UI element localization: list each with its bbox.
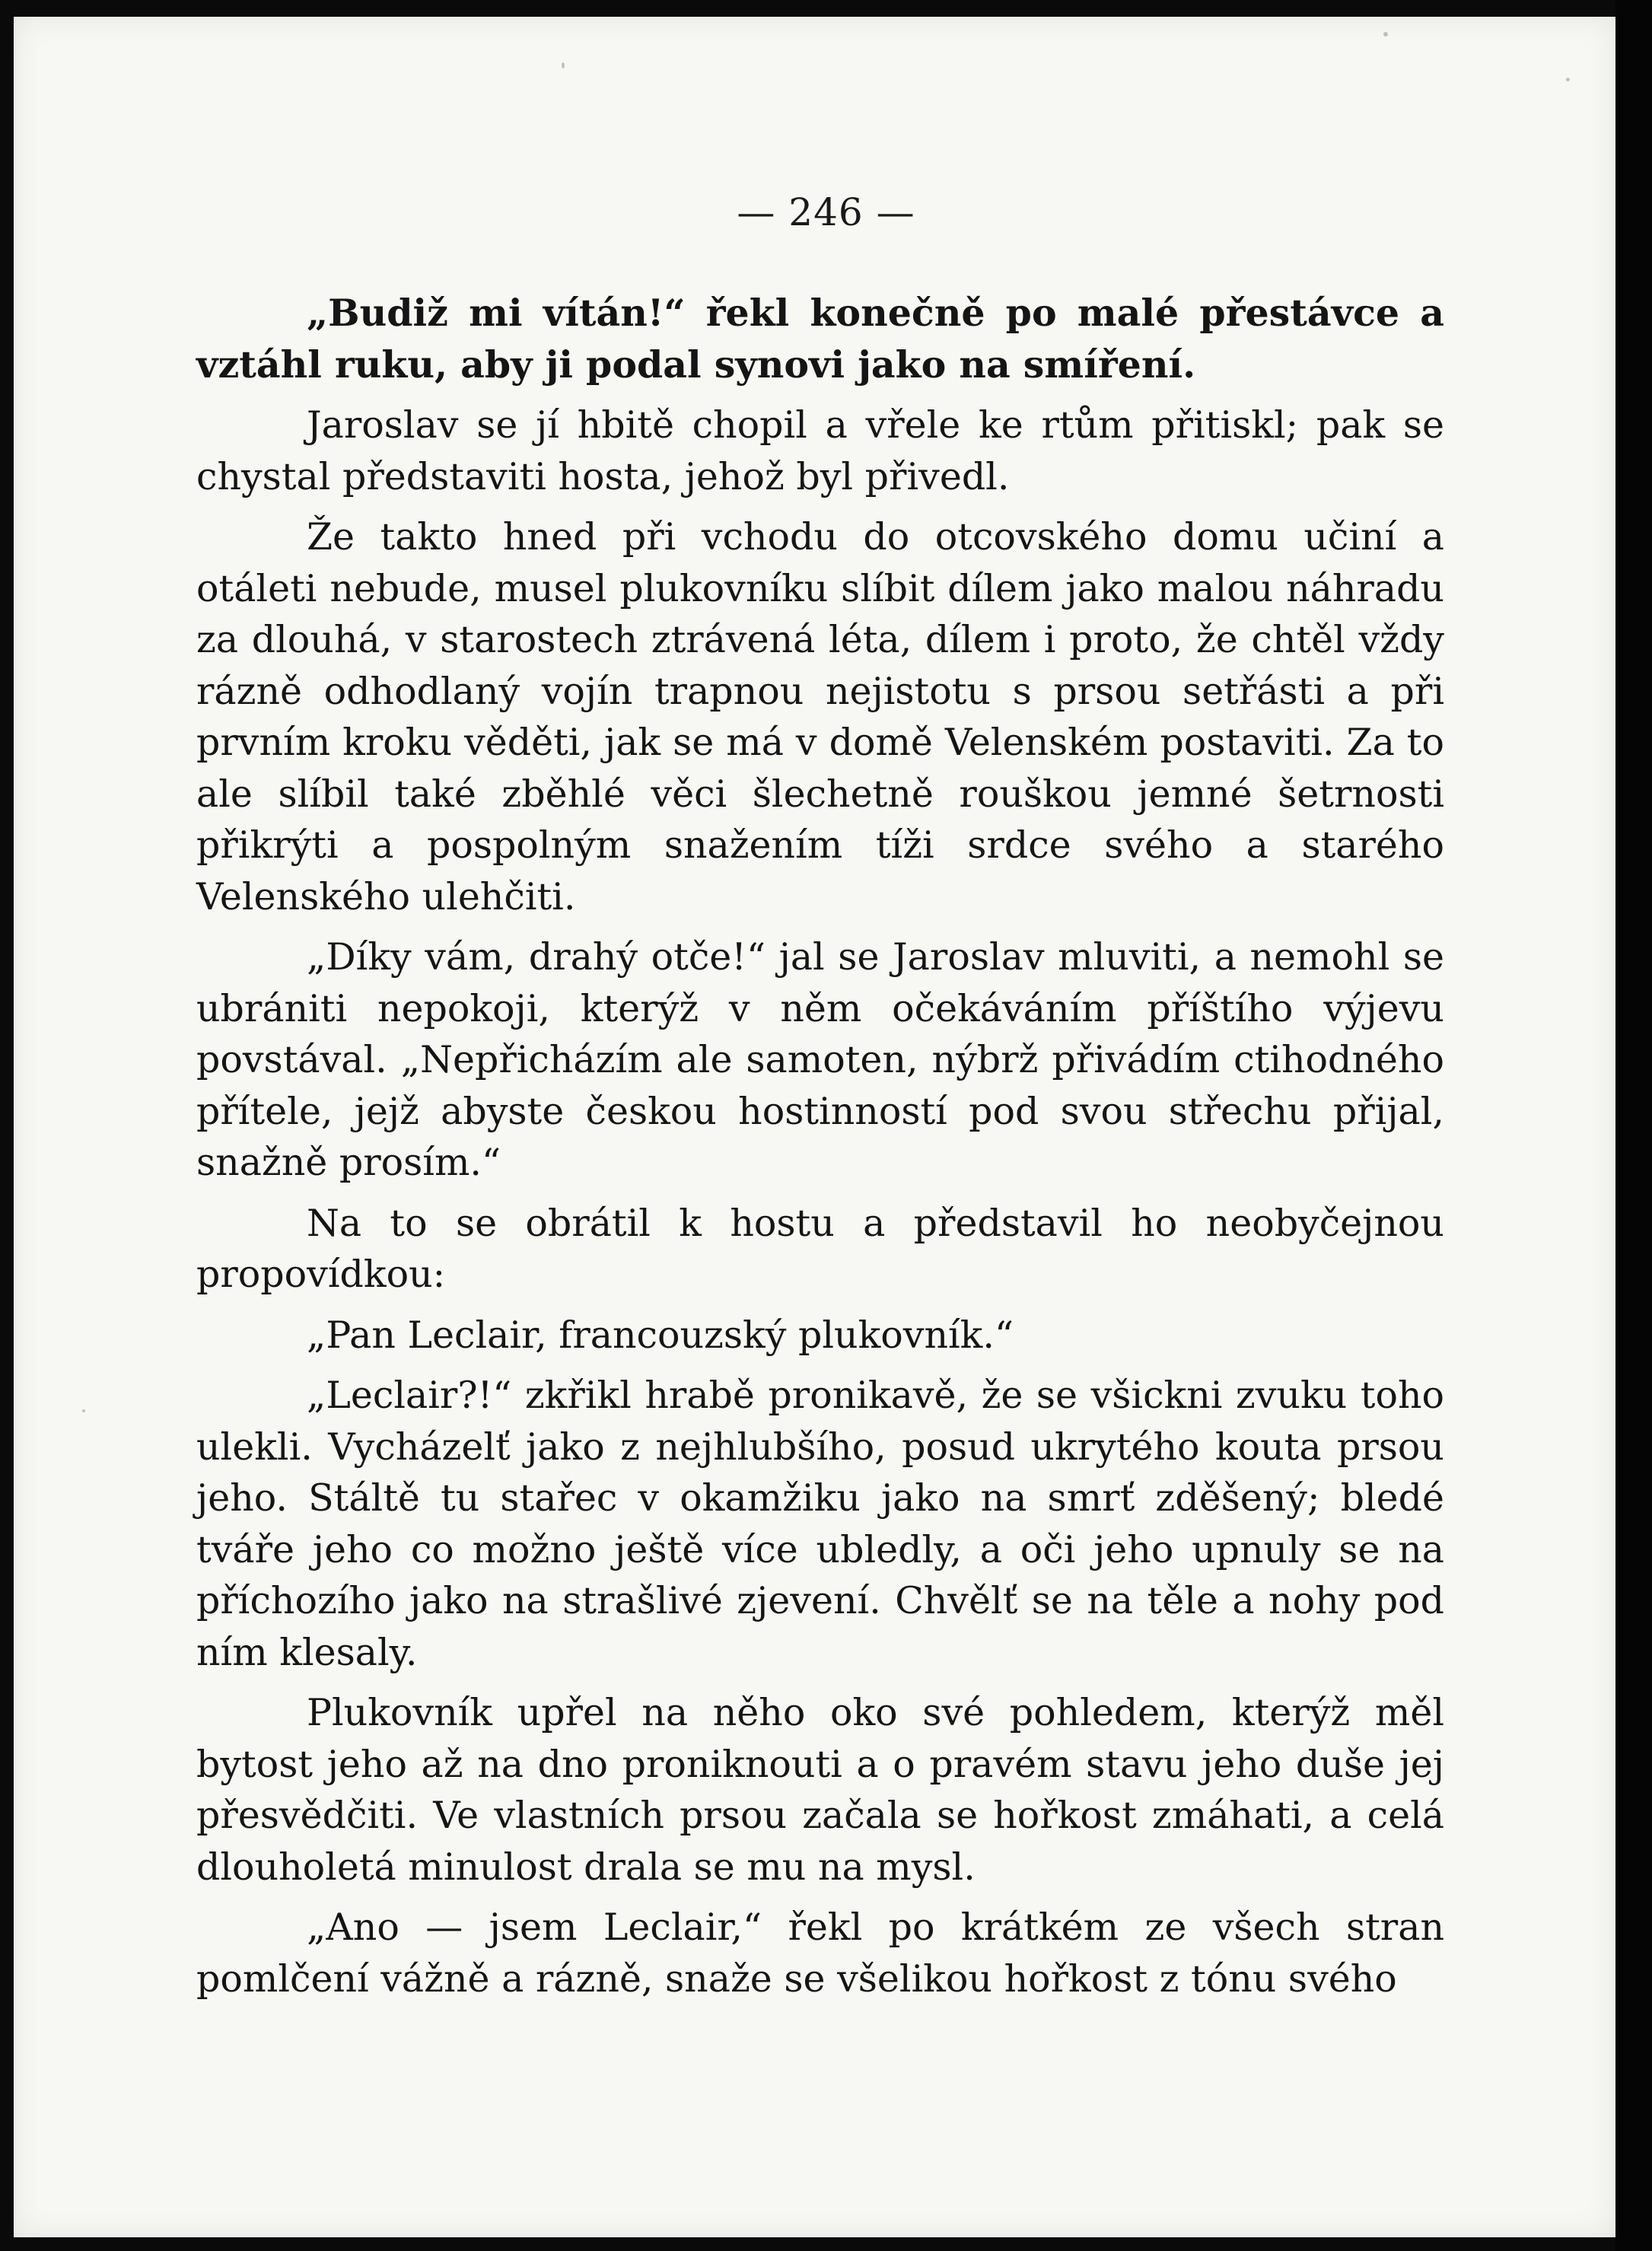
- paragraph: „Díky vám, drahý otče!“ jal se Jaroslav mluviti, a nemohl se ubrániti nepokoji, kterýž v něm očekáváním příštího výjevu povstával. „Nepřicházím ale samoten, nýbrž přivádím ctihodného přítele, jejž abyste českou hostinností pod svou střechu přijal, snažně prosím.“: [196, 935, 1444, 1184]
- paragraph: „Pan Leclair, francouzský plukovník.“: [307, 1313, 1014, 1357]
- paragraph: Že takto hned při vchodu do otcovského domu učiní a otáleti nebude, musel plukovníku slíbit dílem jako malou náhradu za dlouhá, v starostech ztrávená léta, dílem i proto, že chtěl vždy rázně odhodlaný vojín trapnou nejistotu s prsou setřásti a při prvním kroku věděti, jak se má v domě Velenském postaviti. Za to ale slíbil také zběhlé věci šlechetně rouškou jemné šetrnosti přikrýti a pospolným snažením tíži srdce svého a starého Velenského ulehčiti.: [196, 515, 1444, 919]
- paper-speck: [562, 62, 565, 68]
- paragraph: Plukovník upřel na něho oko své pohledem, kterýž měl bytost jeho až na dno proniknouti a o pravém stavu jeho duše jej přesvědčiti. Ve vlastních prsou začala se hořkost zmáhati, a celá dlouholetá minulost drala se mu na mysl.: [196, 1691, 1444, 1889]
- paper-speck: [1383, 32, 1388, 37]
- paragraph: „Ano — jsem Leclair,“ řekl po krátkém ze všech stran pomlčení vážně a rázně, snaže se všelikou hořkost z tónu svého: [196, 1906, 1444, 2001]
- scan-edge: [1615, 0, 1652, 2251]
- paragraph: „Leclair?!“ zkřikl hrabě pronikavě, že se všickni zvuku toho ulekli. Vycházelť jako z nejhlubšího, posud ukrytého kouta prsou jeho. Stáltě tu stařec v okamžiku jako na smrť zděšený; bledé tváře jeho co možno ještě více ubledly, a oči jeho upnuly se na příchozího jako na strašlivé zjevení. Chvělť se na těle a nohy pod ním klesaly.: [196, 1374, 1444, 1674]
- body-text: [196, 288, 1444, 2014]
- paper-speck: [1566, 78, 1570, 81]
- page-number: — 246 —: [737, 190, 915, 234]
- paper-speck: [82, 1409, 85, 1412]
- paragraph: Na to se obrátil k hostu a představil ho neobyčejnou propovídkou:: [196, 1201, 1444, 1296]
- paragraph: Jaroslav se jí hbitě chopil a vřele ke rtům přitiskl; pak se chystal představiti hosta, jehož byl přivedl.: [196, 403, 1444, 498]
- paragraph: „Budiž mi vítán!“ řekl konečně po malé přestávce a vztáhl ruku, aby ji podal synovi jako na smíření.: [196, 291, 1444, 387]
